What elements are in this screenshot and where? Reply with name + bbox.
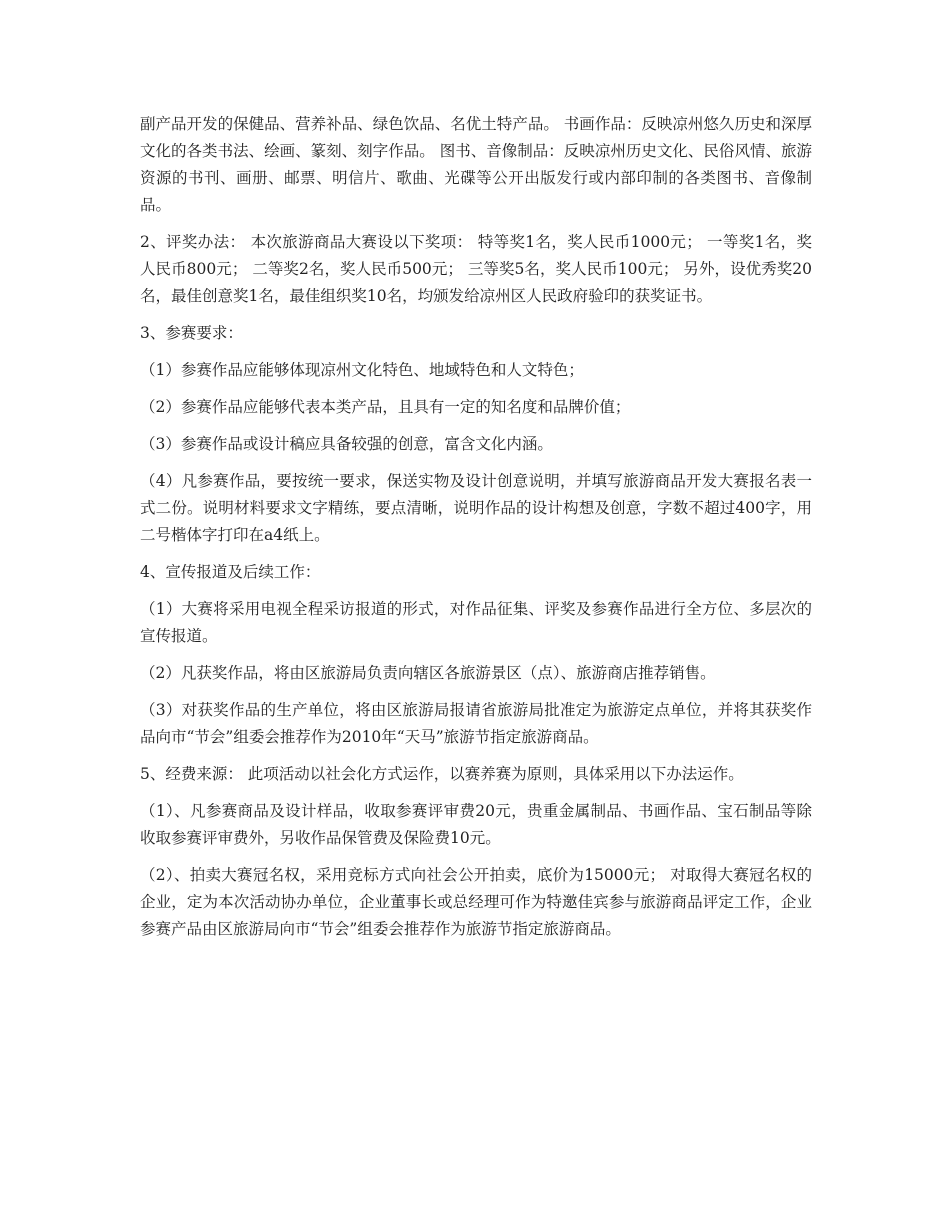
section-heading-requirements: 3、参赛要求： — [140, 324, 243, 342]
paragraph-product-categories: 副产品开发的保健品、营养补品、绿色饮品、名优土特产品。 书画作品：反映凉州悠久历史和深厚文化的各类书法、绘画、篆刻、刻字作品。 图书、音像制品：反映凉州历史文化、民俗风情、旅游资源的书刊、画册、邮票、明信片、歌曲、光碟等公开出版发行或内部印制的各类图书、音像制品。 — [140, 115, 812, 214]
paragraph-publicity-1: （1）大赛将采用电视全程采访报道的形式，对作品征集、评奖及参赛作品进行全方位、多层次的宣传报道。 — [140, 600, 812, 645]
section-heading-funding: 5、经费来源： 此项活动以社会化方式运作，以赛养赛为原则，具体采用以下办法运作。 — [140, 765, 744, 783]
section-heading-publicity: 4、宣传报道及后续工作： — [140, 563, 321, 581]
paragraph-funding-1: （1）、凡参赛商品及设计样品，收取参赛评审费20元，贵重金属制品、书画作品、宝石制品等除收取参赛评审费外，另收作品保管费及保险费10元。 — [140, 802, 812, 847]
document-body — [140, 111, 812, 953]
paragraph-requirement-1: （1）参赛作品应能够体现凉州文化特色、地域特色和人文特色； — [140, 361, 584, 379]
paragraph-publicity-2: （2）凡获奖作品，将由区旅游局负责向辖区各旅游景区（点）、旅游商店推荐销售。 — [140, 664, 716, 682]
paragraph-award-method: 2、评奖办法： 本次旅游商品大赛设以下奖项： 特等奖1名，奖人民币1000元； 一等奖1名，奖人民币800元； 二等奖2名，奖人民币500元； 三等奖5名，奖人民币100元； 另外，设优秀奖20名，最佳创意奖1名，最佳组织奖10名，均颁发给凉州区人民政府验印的获奖证书。 — [140, 233, 812, 305]
paragraph-requirement-3: （3）参赛作品或设计稿应具备较强的创意，富含文化内涵。 — [140, 435, 553, 453]
paragraph-requirement-2: （2）参赛作品应能够代表本类产品，且具有一定的知名度和品牌价值； — [140, 398, 631, 416]
paragraph-publicity-3: （3）对获奖作品的生产单位，将由区旅游局报请省旅游局批准定为旅游定点单位，并将其获奖作品向市“节会”组委会推荐作为2010年“天马”旅游节指定旅游商品。 — [140, 701, 812, 746]
paragraph-funding-2: （2）、拍卖大赛冠名权，采用竞标方式向社会公开拍卖，底价为15000元； 对取得大赛冠名权的企业，定为本次活动协办单位，企业董事长或总经理可作为特邀佳宾参与旅游商品评定工作，企业参赛产品由区旅游局向市“节会”组委会推荐作为旅游节指定旅游商品。 — [140, 866, 812, 938]
paragraph-requirement-4: （4）凡参赛作品，要按统一要求，保送实物及设计创意说明，并填写旅游商品开发大赛报名表一式二份。说明材料要求文字精练，要点清晰，说明作品的设计构想及创意，字数不超过400字，用二号楷体字打印在a4纸上。 — [140, 472, 812, 544]
